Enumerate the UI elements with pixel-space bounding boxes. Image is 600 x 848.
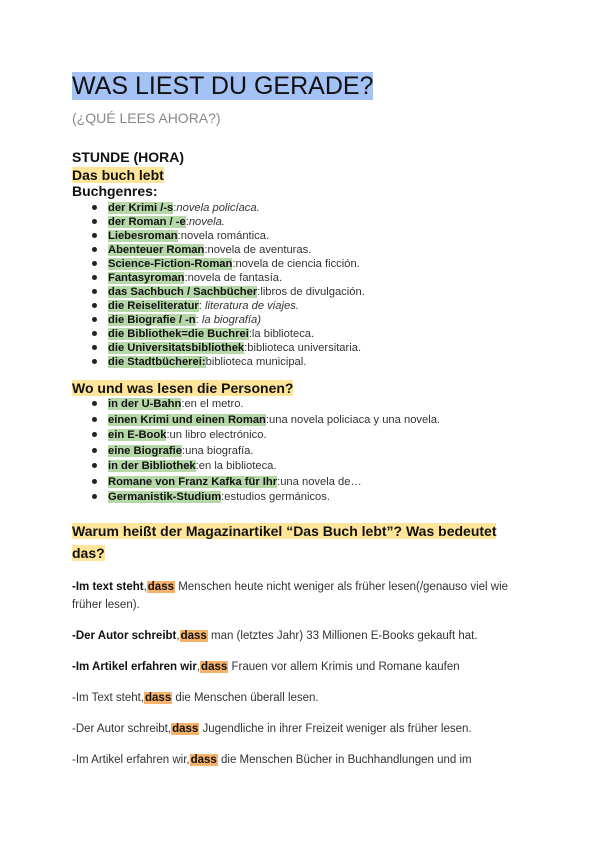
definition: una biografía.	[185, 444, 254, 457]
list-item	[72, 229, 365, 243]
list-item	[72, 299, 365, 313]
answer-paragraph	[72, 751, 527, 769]
bullet-icon	[92, 275, 97, 280]
definition: estudios germánicos.	[224, 491, 330, 503]
bullet-icon	[92, 401, 97, 406]
list-item	[72, 285, 365, 299]
term: der Krimi /-s	[108, 202, 174, 214]
term: einen Krimi und einen Roman	[108, 413, 266, 426]
definition: literatura de viajes.	[205, 300, 299, 312]
title-text: WAS LIEST DU GERADE?	[72, 72, 374, 100]
term: Romane von Franz Kafka für Ihr	[108, 475, 278, 488]
dass-highlight: dass	[172, 723, 199, 735]
definition: una novela de…	[280, 475, 362, 488]
term: Abenteuer Roman	[108, 244, 205, 256]
bullet-icon	[92, 219, 97, 224]
bullet-icon	[92, 205, 97, 210]
bullet-icon	[92, 494, 97, 499]
answer-rest: Jugendliche in ihrer Freizeit weniger als früher lesen.	[199, 723, 472, 735]
separator: :	[173, 202, 177, 214]
definition: novela de fantasía.	[187, 272, 283, 284]
page-subtitle: (¿QUÉ LEES AHORA?)	[72, 110, 221, 126]
list-item	[72, 271, 365, 285]
separator: :	[277, 475, 281, 488]
separator: :	[244, 342, 248, 354]
subheading-buchgenres: Buchgenres:	[72, 183, 158, 199]
answer-paragraph	[72, 658, 527, 676]
answer-lead: -Der Autor schreibt,	[72, 723, 172, 735]
term: der Roman / -e	[108, 216, 186, 228]
lesson-heading: STUNDE (HORA)	[72, 149, 184, 165]
dass-highlight: dass	[147, 581, 174, 593]
separator: :	[177, 230, 181, 242]
bullet-icon	[92, 303, 97, 308]
definition: novela de ciencia ficción.	[235, 258, 360, 270]
separator: :	[204, 244, 208, 256]
reading-list	[72, 397, 440, 506]
list-item	[72, 341, 365, 355]
separator: :	[195, 460, 199, 472]
list-item	[72, 243, 365, 257]
bullet-icon	[92, 233, 97, 238]
answer-paragraph	[72, 689, 527, 707]
definition: la biblioteca.	[251, 328, 315, 340]
section-warum	[72, 520, 527, 782]
answer-paragraph	[72, 720, 527, 738]
term: Liebesroman	[108, 230, 178, 242]
dass-highlight: dass	[145, 692, 172, 704]
answer-lead: -Im Artikel erfahren wir,	[72, 754, 190, 766]
separator: :	[185, 216, 189, 228]
bullet-icon	[92, 247, 97, 252]
answer-lead: -Im Artikel erfahren wir	[72, 661, 197, 673]
definition: libros de divulgación.	[260, 286, 365, 298]
term: Fantasyroman	[108, 272, 185, 284]
list-item	[72, 444, 440, 460]
bullet-icon	[92, 448, 97, 453]
list-item	[72, 215, 365, 229]
list-item	[72, 413, 440, 429]
term: die Universitatsbibliothek	[108, 342, 245, 354]
list-item	[72, 257, 365, 271]
list-item	[72, 355, 365, 369]
answer-paragraph	[72, 627, 527, 645]
dass-highlight: dass	[180, 630, 207, 642]
term: eine Biografie	[108, 444, 182, 457]
dass-highlight: dass	[190, 754, 217, 766]
bullet-icon	[92, 289, 97, 294]
definition: novela policíaca.	[176, 202, 260, 214]
bullet-icon	[92, 317, 97, 322]
section-heading-wo-und-was: Wo und was lesen die Personen?	[72, 380, 294, 396]
term: die Stadtbücherei:	[108, 356, 206, 368]
list-item	[72, 428, 440, 444]
section-where-what	[72, 380, 440, 506]
definition: novela.	[188, 216, 225, 228]
separator: :	[195, 314, 202, 326]
answer-rest: Menschen heute nicht weniger als früher lesen(/genauso viel wie früher lesen).	[72, 581, 509, 611]
list-item	[72, 475, 440, 491]
term: die Reiseliteratur	[108, 300, 199, 312]
separator: :	[181, 398, 185, 410]
term: Science-Fiction-Roman	[108, 258, 233, 270]
term: das Sachbuch / Sachbücher	[108, 286, 258, 298]
answer-comma: ,	[196, 661, 201, 673]
definition: biblioteca universitaria.	[247, 342, 362, 354]
section-heading-das-buch-lebt: Das buch lebt	[72, 167, 164, 183]
definition: la biografía)	[201, 314, 261, 326]
list-item	[72, 201, 365, 215]
answer-lead: -Im Text steht,	[72, 692, 145, 704]
bullet-icon	[92, 359, 97, 364]
answer-rest: Frauen vor allem Krimis und Romane kaufen	[228, 661, 460, 673]
term: die Bibliothek=die Buchrei	[108, 328, 249, 340]
bullet-icon	[92, 479, 97, 484]
bullet-icon	[92, 432, 97, 437]
genres-list	[72, 201, 365, 369]
bullet-icon	[92, 417, 97, 422]
definition: una novela policiaca y una novela.	[269, 413, 441, 426]
definition: un libro electrónico.	[169, 429, 267, 441]
separator: :	[221, 491, 225, 503]
answer-comma: ,	[143, 581, 147, 593]
term: in der U-Bahn	[108, 398, 182, 410]
page-title	[72, 70, 373, 103]
answer-lead: -Der Autor schreibt	[72, 630, 177, 642]
answer-rest: man (letztes Jahr) 33 Millionen E-Books gekauft hat.	[207, 630, 478, 642]
definition: novela romántica.	[180, 230, 270, 242]
dass-highlight: dass	[201, 661, 228, 673]
section-heading-warum: Warum heißt der Magazinartikel “Das Buch lebt”? Was bedeutet das?	[72, 523, 497, 561]
section-genres	[72, 167, 365, 369]
separator: :	[265, 413, 269, 426]
term: die Biografie / -n	[108, 314, 196, 326]
term: Germanistik-Studium	[108, 491, 222, 503]
definition: en el metro.	[184, 398, 244, 410]
list-item	[72, 327, 365, 341]
separator: :	[166, 429, 170, 441]
answer-comma: ,	[176, 630, 180, 642]
bullet-icon	[92, 345, 97, 350]
answers	[72, 578, 527, 769]
answer-paragraph	[72, 578, 527, 614]
bullet-icon	[92, 463, 97, 468]
separator: :	[248, 328, 252, 340]
answer-rest: die Menschen überall lesen.	[172, 692, 319, 704]
bullet-icon	[92, 331, 97, 336]
separator: :	[198, 300, 205, 312]
term: in der Bibliothek	[108, 460, 196, 472]
separator: :	[257, 286, 261, 298]
separator: :	[181, 444, 186, 457]
separator: :	[232, 258, 236, 270]
list-item	[72, 313, 365, 327]
definition: en la biblioteca.	[198, 460, 277, 472]
answer-rest: die Menschen Bücher in Buchhandlungen und im	[217, 754, 472, 766]
list-item	[72, 459, 440, 475]
list-item	[72, 490, 440, 506]
term: ein E-Book	[108, 429, 167, 441]
definition: biblioteca municipal.	[205, 356, 307, 368]
separator: :	[184, 272, 188, 284]
answer-lead: -Im text steht	[72, 581, 144, 593]
list-item	[72, 397, 440, 413]
definition: novela de aventuras.	[207, 244, 312, 256]
bullet-icon	[92, 261, 97, 266]
